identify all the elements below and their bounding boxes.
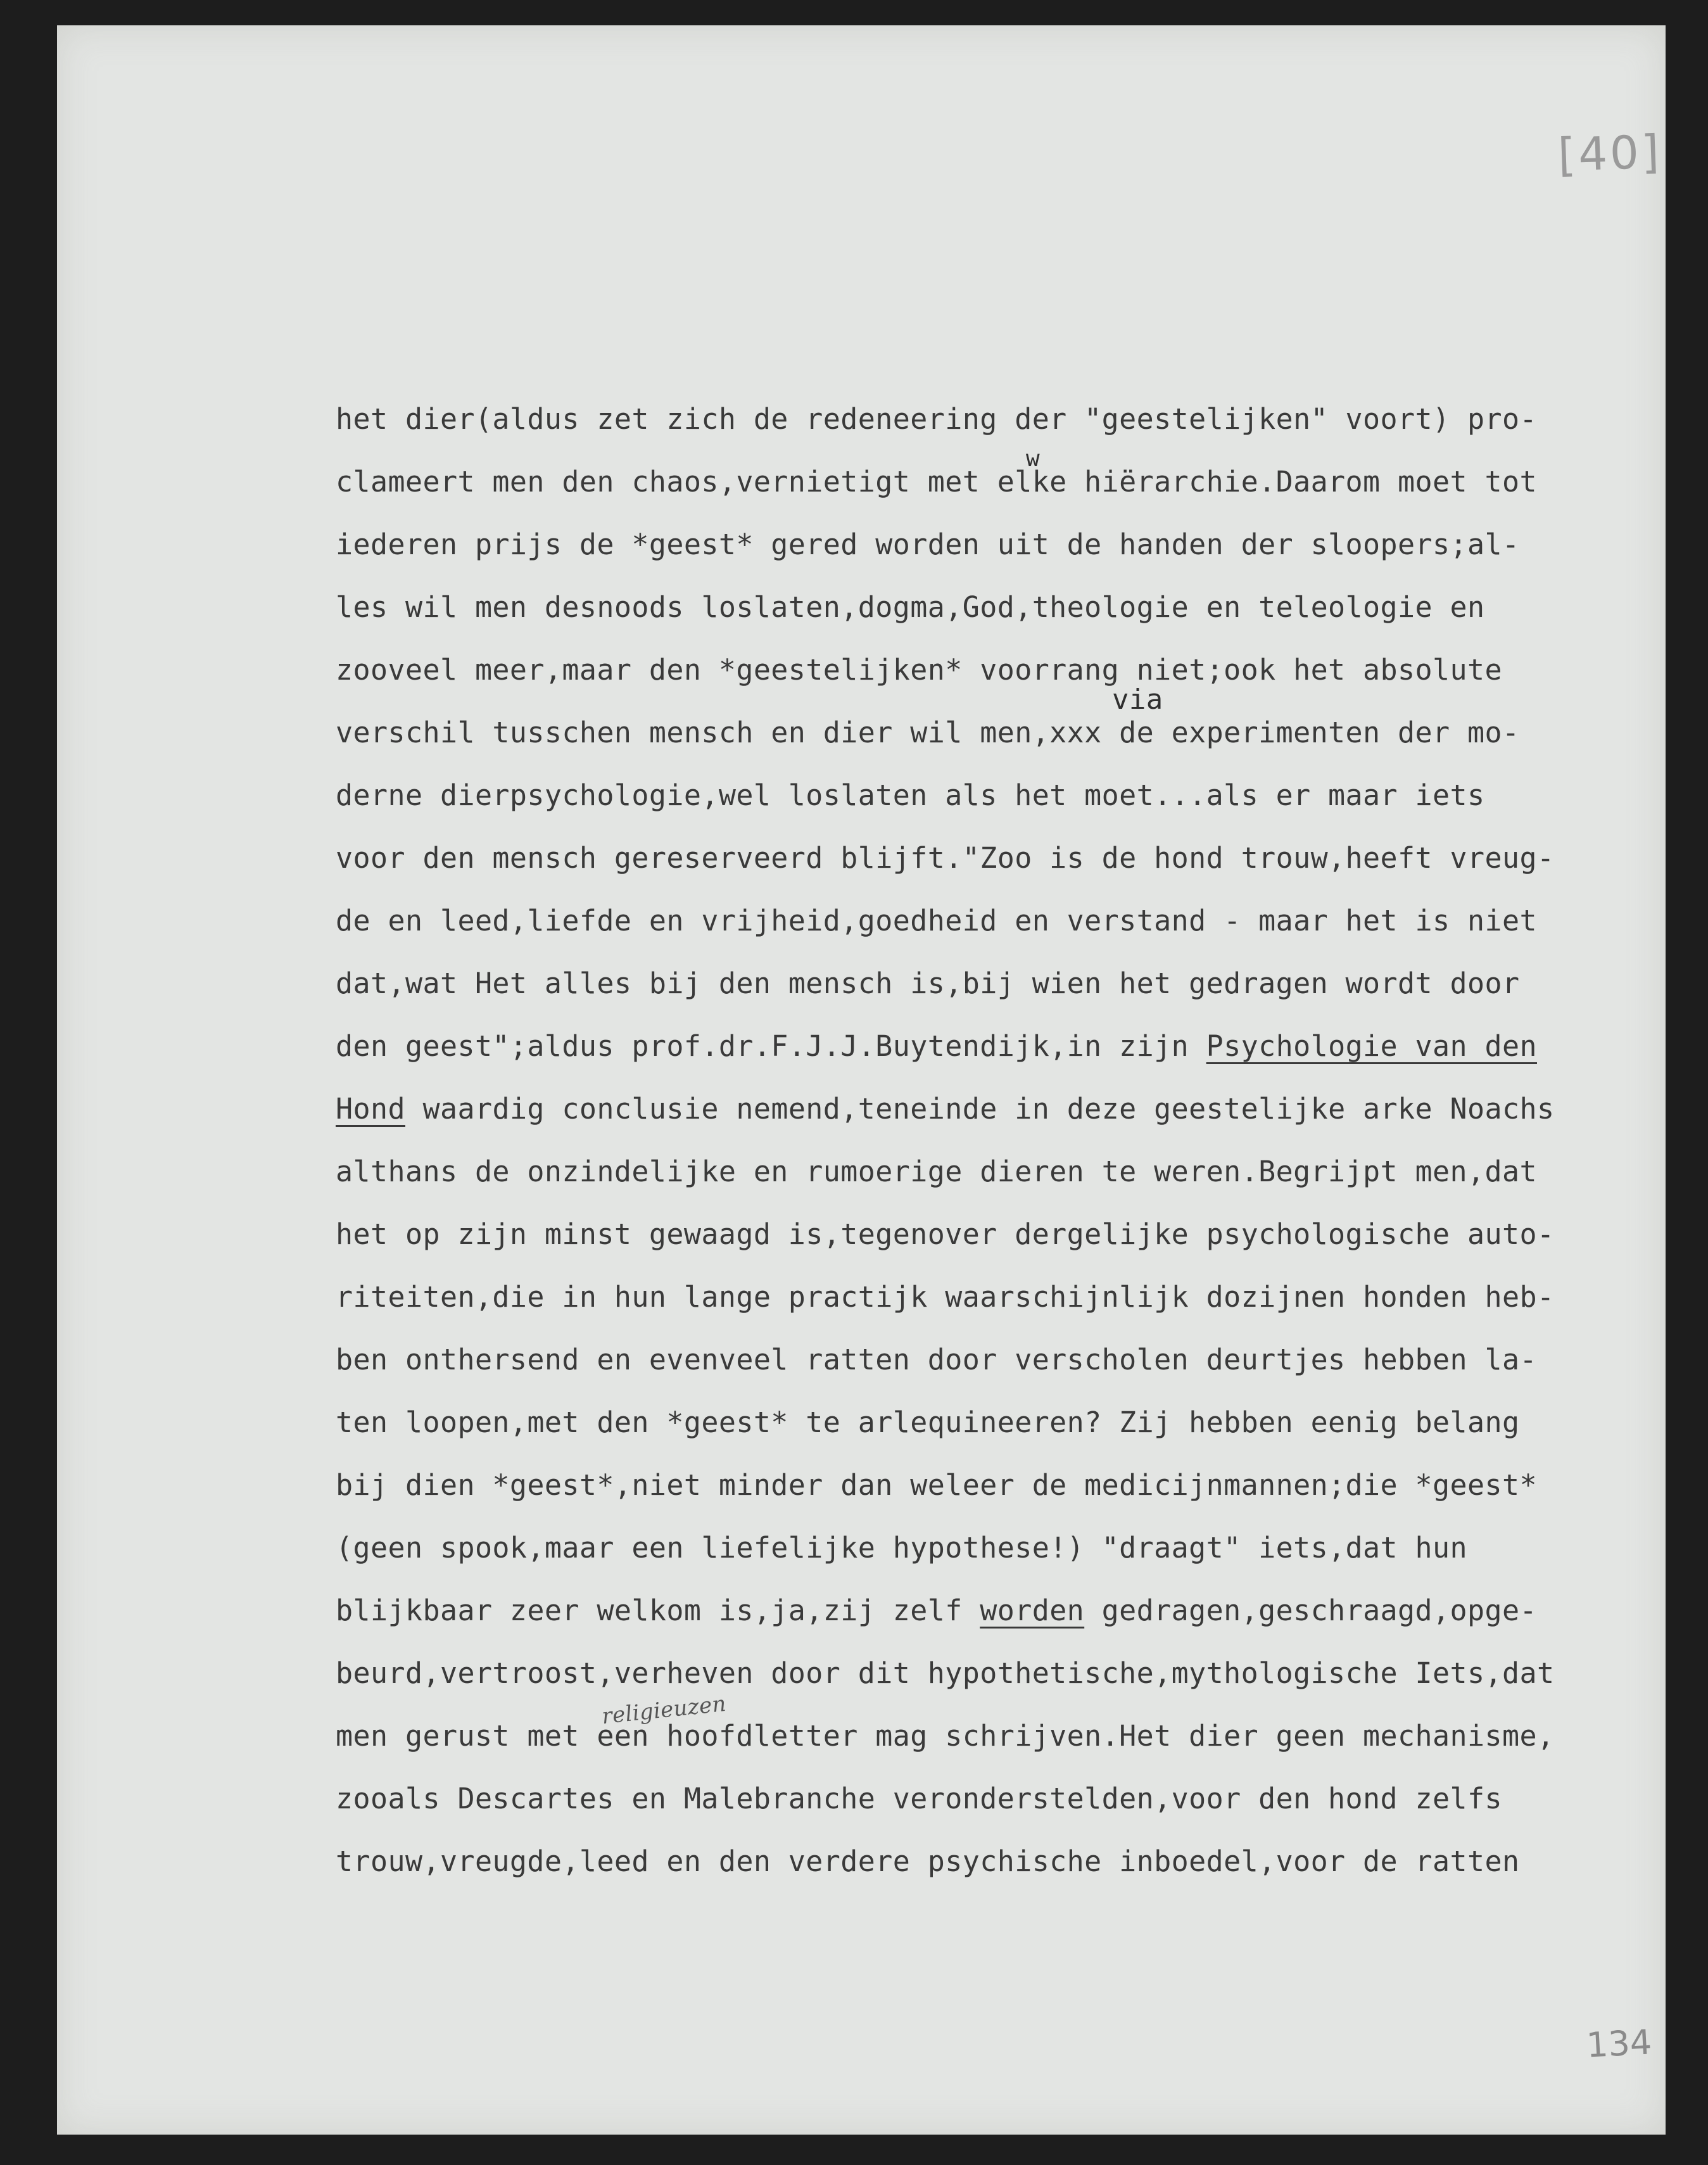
book-title-underlined: Psychologie van den bbox=[1206, 1029, 1537, 1063]
handwritten-insertion: religieuzen bbox=[600, 1691, 728, 1730]
text-line: het dier(aldus zet zich de redeneering der "geestelijken" voort) pro- bbox=[336, 402, 1537, 436]
text-line: iederen prijs de *geest* gered worden uit de handen der sloopers;al- bbox=[336, 528, 1520, 561]
text-line: derne dierpsychologie,wel loslaten als het moet...als er maar iets bbox=[336, 778, 1485, 812]
text-line: het op zijn minst gewaagd is,tegenover dergelijke psychologische auto- bbox=[336, 1217, 1555, 1251]
text-line: beurd,vertroost,verheven door dit hypothetische,mythologische Iets,dat bbox=[336, 1656, 1555, 1690]
text-line: (geen spook,maar een liefelijke hypothese!) "draagt" iets,dat hun bbox=[336, 1531, 1467, 1565]
text-line: les wil men desnoods loslaten,dogma,God,theologie en teleologie en bbox=[336, 590, 1485, 624]
text-line: riteiten,die in hun lange practijk waarschijnlijk dozijnen honden heb- bbox=[336, 1280, 1555, 1314]
underlined-word: worden bbox=[980, 1594, 1085, 1627]
text-line: ten loopen,met den *geest* te arlequineeren? Zij hebben eenig belang bbox=[336, 1406, 1520, 1439]
text-line bbox=[336, 1077, 1653, 1140]
text-line: voor den mensch gereserveerd blijft."Zoo is de hond trouw,heeft vreug- bbox=[336, 841, 1555, 875]
text-line: de en leed,liefde en vrijheid,goedheid en verstand - maar het is niet bbox=[336, 904, 1537, 937]
book-title-underlined: Hond bbox=[336, 1092, 405, 1126]
text-line: bij dien *geest*,niet minder dan weleer de medicijnmannen;die *geest* bbox=[336, 1468, 1537, 1502]
text-line bbox=[336, 1691, 1653, 1767]
text-line bbox=[336, 1579, 1653, 1642]
text-line-content: men gerust met een hoofdletter mag schrijven.Het dier geen mechanisme, bbox=[336, 1719, 1555, 1753]
text-line: zooals Descartes en Malebranche veronderstelden,voor den hond zelfs bbox=[336, 1782, 1502, 1815]
interlinear-w: w bbox=[1026, 446, 1041, 472]
page-number-top: [40] bbox=[1557, 125, 1663, 182]
text-line-content: verschil tusschen mensch en dier wil men,xxx de experimenten der mo- bbox=[336, 716, 1520, 749]
interlinear-via: via bbox=[1112, 683, 1163, 716]
text-line: dat,wat Het alles bij den mensch is,bij wien het gedragen wordt door bbox=[336, 967, 1520, 1000]
text-line: ben onthersend en evenveel ratten door verscholen deurtjes hebben la- bbox=[336, 1343, 1537, 1376]
text-line-content: den geest";aldus prof.dr.F.J.J.Buytendijk,in zijn bbox=[336, 1029, 1206, 1063]
text-line: trouw,vreugde,leed en den verdere psychische inboedel,voor de ratten bbox=[336, 1844, 1520, 1878]
text-line bbox=[336, 1015, 1653, 1077]
text-line bbox=[336, 446, 1653, 513]
text-line-content: waardig conclusie nemend,teneinde in deze geestelijke arke Noachs bbox=[405, 1092, 1555, 1126]
text-line: zooveel meer,maar den *geestelijken* voorrang niet;ook het absolute bbox=[336, 653, 1502, 687]
body-text bbox=[336, 388, 1653, 1893]
text-line-content: gedragen,geschraagd,opge- bbox=[1084, 1594, 1537, 1627]
text-line-content: blijkbaar zeer welkom is,ja,zij zelf bbox=[336, 1594, 980, 1627]
text-line: althans de onzindelijke en rumoerige dieren te weren.Begrijpt men,dat bbox=[336, 1155, 1537, 1188]
text-line-content: clameert men den chaos,vernietigt met elke hiërarchie.Daarom moet tot bbox=[336, 465, 1537, 498]
text-line bbox=[336, 683, 1653, 764]
page-number-bottom: 134 bbox=[1585, 2022, 1653, 2066]
